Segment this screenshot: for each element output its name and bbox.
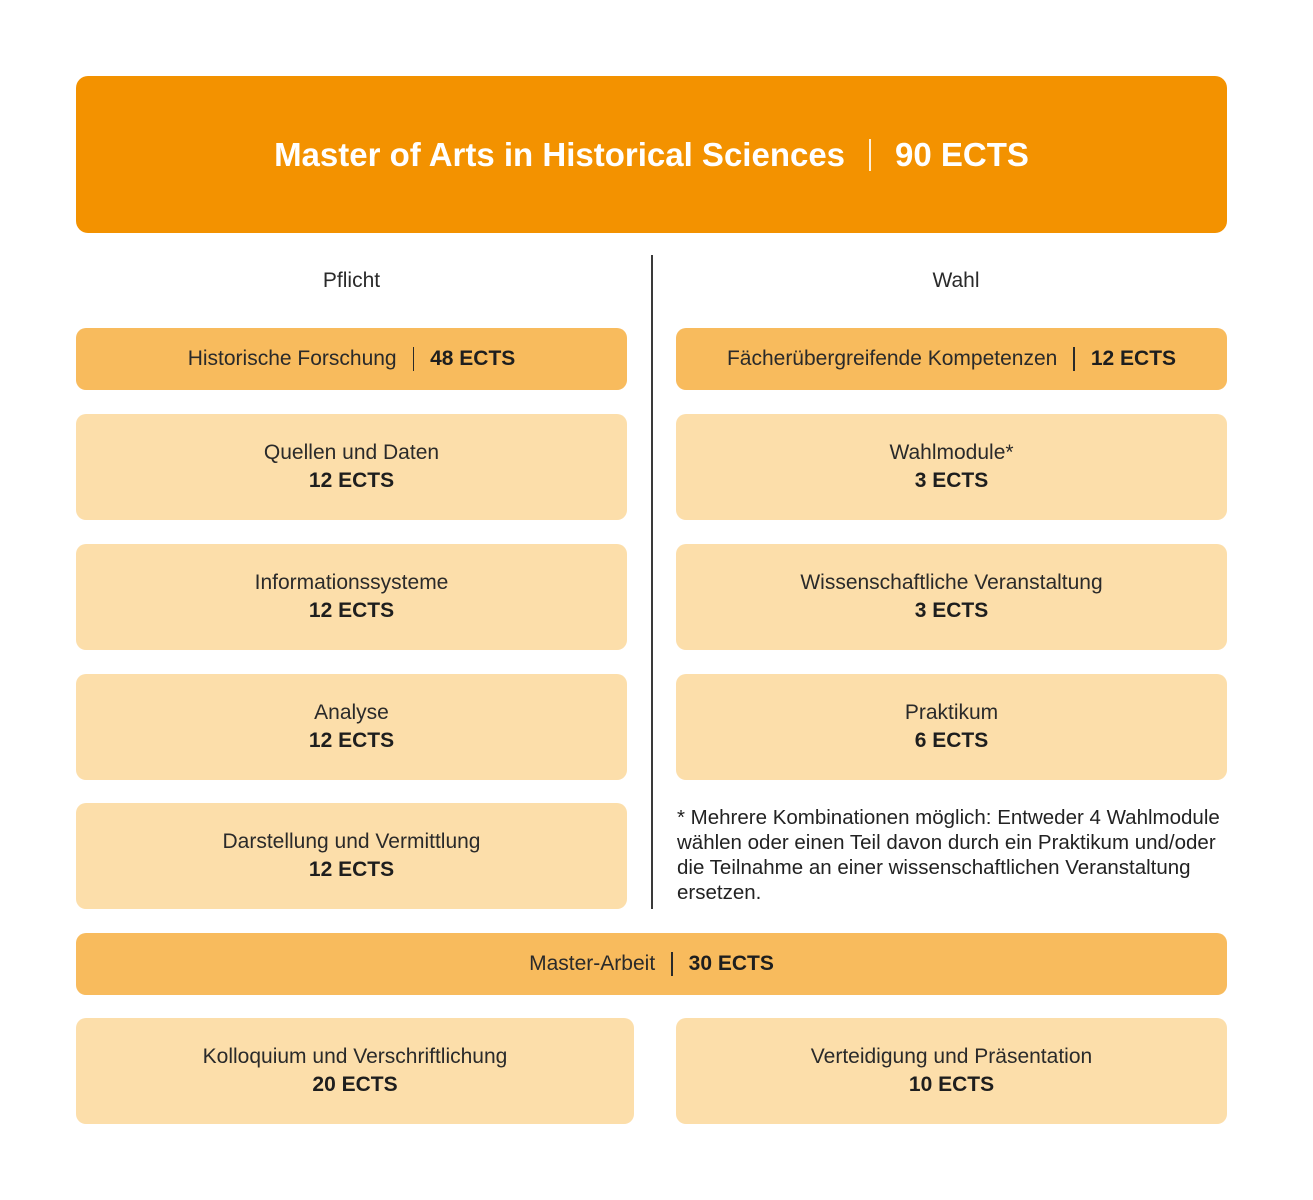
module-name: Praktikum [904, 701, 999, 724]
group-label: Master-Arbeit [529, 952, 656, 975]
program-title: Master of Arts in Historical Sciences [274, 135, 846, 173]
module-name: Darstellung und Vermittlung [222, 830, 481, 853]
module-ects: 6 ECTS [914, 729, 989, 752]
module-name: Verteidigung und Präsentation [810, 1045, 1093, 1068]
module-ects: 12 ECTS [308, 599, 395, 622]
module-name: Kolloquium und Verschriftlichung [202, 1045, 508, 1068]
module-informationssysteme [76, 544, 627, 650]
module-praktikum [676, 674, 1227, 780]
module-darstellung-und-vermittlung [76, 803, 627, 909]
module-name: Wissenschaftliche Veranstaltung [800, 571, 1103, 594]
pflicht-heading: Pflicht [322, 269, 381, 292]
module-wissenschaftliche-veranstaltung [676, 544, 1227, 650]
module-ects: 12 ECTS [308, 469, 395, 492]
group-separator [671, 952, 673, 976]
group-historische-forschung [76, 328, 627, 390]
group-label: Historische Forschung [187, 347, 397, 370]
module-verteidigung-und-praesentation [676, 1018, 1227, 1124]
group-ects: 48 ECTS [430, 347, 516, 370]
group-separator [413, 347, 415, 371]
module-name: Analyse [314, 701, 389, 724]
group-ects: 30 ECTS [688, 952, 774, 975]
module-wahlmodule [676, 414, 1227, 520]
module-ects: 3 ECTS [914, 469, 989, 492]
module-ects: 12 ECTS [308, 729, 395, 752]
wahl-footnote: * Mehrere Kombinationen möglich: Entweder 4 Wahlmodule wählen oder einen Teil davon durch ein Praktikum und/oder die Teilnahme an einer wissenschaftlichen Veranstaltung ersetzen. [677, 806, 1220, 904]
module-ects: 3 ECTS [914, 599, 989, 622]
module-analyse [76, 674, 627, 780]
module-name: Informationssysteme [254, 571, 449, 594]
program-header [76, 76, 1227, 233]
module-ects: 10 ECTS [908, 1073, 995, 1096]
module-name: Quellen und Daten [263, 441, 440, 464]
module-name: Wahlmodule* [889, 441, 1014, 464]
group-ects: 12 ECTS [1090, 347, 1177, 370]
group-master-arbeit [76, 933, 1227, 995]
column-divider [651, 255, 653, 909]
group-faecheruebergreifende-kompetenzen [676, 328, 1227, 390]
header-separator [869, 139, 871, 171]
module-kolloquium-und-verschriftlichung [76, 1018, 634, 1124]
wahl-heading: Wahl [932, 269, 980, 292]
group-label: Fächerübergreifende Kompetenzen [726, 347, 1058, 370]
module-ects: 20 ECTS [312, 1073, 398, 1096]
module-ects: 12 ECTS [308, 858, 395, 881]
group-separator [1073, 347, 1075, 371]
program-ects: 90 ECTS [895, 135, 1029, 173]
module-quellen-und-daten [76, 414, 627, 520]
